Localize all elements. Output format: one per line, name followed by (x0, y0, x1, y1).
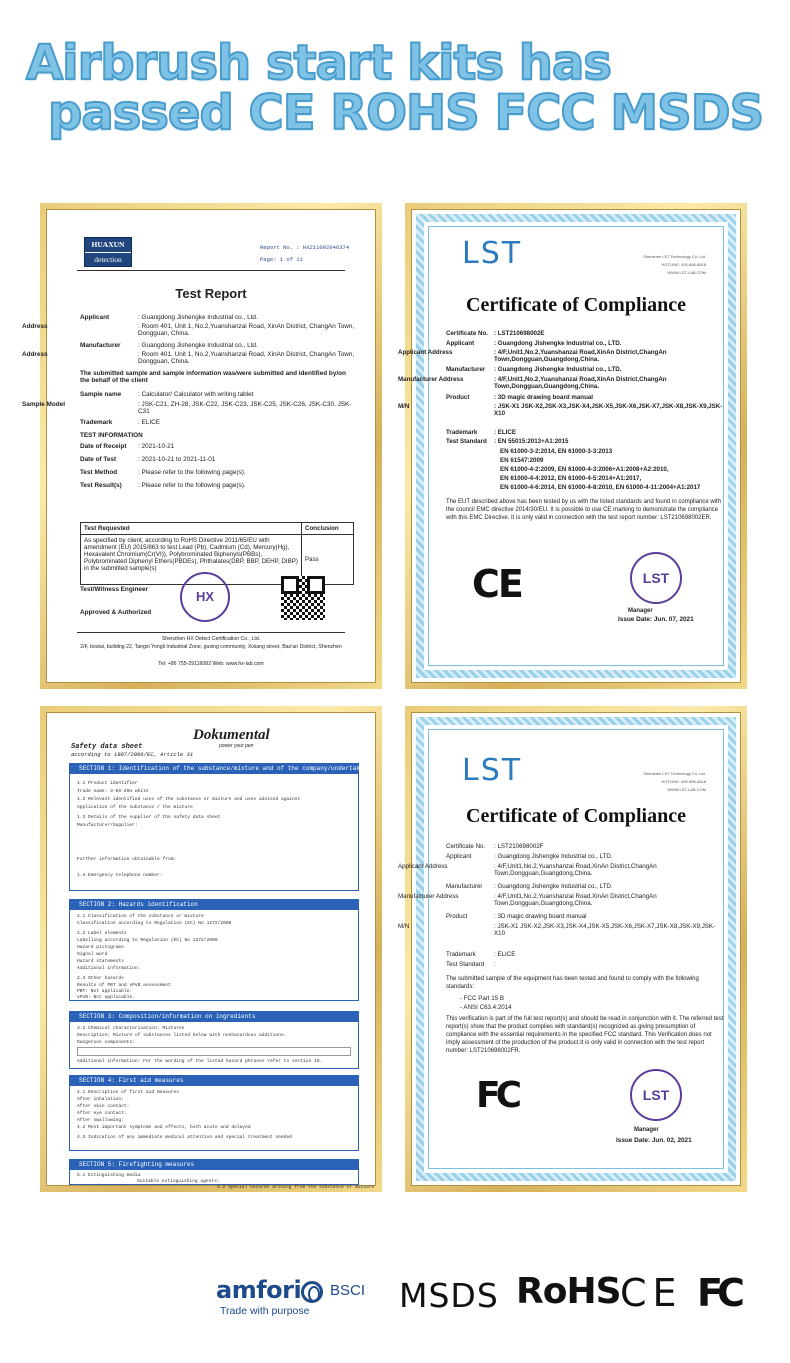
footer-divider (77, 632, 345, 633)
msds-line: Manufacturer/Supplier: (77, 823, 138, 828)
hx-seal-icon: HX (180, 572, 230, 622)
test-report-frame (22, 203, 382, 689)
issue-date: Issue Date: Jun. 02, 2021 (616, 1137, 692, 1144)
msds-logo: MSDS (399, 1276, 499, 1315)
field-date-test: Date of Test : 2021-10-21 to 2021-11-01 (80, 456, 216, 463)
report-number: Report No. : HX211002046374 (260, 244, 350, 251)
msds-line: 1.4 Emergency telephone number: (77, 873, 163, 878)
dokumental-logo: Dokumental (193, 727, 270, 743)
msds-line: Results of PBT and vPvB assessment (77, 983, 171, 988)
table-row (81, 523, 354, 535)
msds-line: Dangerous components: (77, 1040, 135, 1045)
msds-line: vPvB: Not applicable. (77, 995, 135, 1000)
logo-top-text: HUAXUN (85, 238, 131, 253)
row-model: M/N : JSK-X1 JSK-X2,JSK-X3,JSK-X4,JSK-X5,JSK-X6,JSK-X7,JSK-X8,JSK-X9,JSK-X10 (398, 403, 723, 417)
components-table (77, 1047, 351, 1056)
section-2-header: SECTION 2: Hazards identification (69, 899, 359, 910)
test-information-heading: TEST INFORMATION (80, 432, 143, 439)
fcc-mark-icon: FC (476, 1075, 518, 1116)
msds-line: Hazard statements (77, 959, 124, 964)
compliance-statement: The EUT described above has been tested by us with the listed standards and found in compliance with the council EMC directive 2014/30/EU. It is possible to use CE marking to demonstrate the compliance with this EMC Directive. It is only valid in connection with the test report number: LST210698002ER. (446, 499, 722, 521)
msds-line: Further information obtainable from: (77, 857, 177, 862)
standard-line: EN 61000-3-2:2014, EN 61000-3-3:2013 (500, 448, 613, 455)
row-trademark: Trademark : ELICE (446, 429, 517, 436)
row-test-standard: Test Standard : (446, 961, 496, 968)
msds-line: 3.2 Chemical characterisation: Mixtures (77, 1026, 185, 1031)
certificate-title: Certificate of Compliance (466, 294, 686, 316)
row-trademark: Trademark : ELICE (446, 951, 516, 958)
lst-logo: LST (462, 753, 523, 788)
field-manufacturer-address: Address : Room 401, Unit 1, No.2,Yuanshanzai Road, XinAn District, ChangAn Town, Dongguan, China. (22, 351, 355, 365)
msds-line: 2.3 Other hazards (77, 976, 124, 981)
lab-contact: Tel: +86 755-29116082 Web: www.hx-lab.com (158, 661, 264, 667)
compliance-statement-2: This verification is part of the full test report(s) and should be read in conjunction with it. The referred test report(s) show that the product complies with standard(s) recognized as giving presumption of compliance with the essential requirements in the specified FCC standard. This Verification does not imply assessment of the production of the product.It is only valid in connection with the test report number: LST210698002FR. (446, 1016, 724, 1054)
section-3-header: SECTION 3: Composition/information on ingredients (69, 1011, 359, 1022)
amfori-ring-icon (301, 1281, 323, 1303)
msds-line: 2.2 Label elements (77, 931, 127, 936)
header-divider (77, 270, 345, 271)
field-address: Address : Room 401, Unit 1, No.2,Yuanshanzai Road, XinAn District, ChangAn Town, Dongguan, China. (22, 323, 355, 337)
standard-line: EN 61547:2009 (500, 457, 544, 464)
standard-line: EN 61000-4-2:2009, EN 61000-4-3:2006+A1:2008+A2:2010, (500, 466, 669, 473)
manager-label: Manager (634, 1127, 659, 1133)
msds-line: 4.1 Description of first aid measures (77, 1090, 179, 1095)
field-test-result: Test Result(s) : Please refer to the following page(s). (80, 482, 246, 489)
row-test-standard: Test Standard : EN 55015:2013+A1:2015 (446, 438, 569, 445)
standard-line: EN 61000-4-4:2012, EN 61000-4-5:2014+A1:2017, (500, 475, 642, 482)
section-1-header: SECTION 1: Identification of the substance/mixture and of the company/undertaking (69, 763, 359, 774)
lst-seal-icon: LST (630, 1069, 682, 1121)
lab-address: 2/F, bostai, building 22, Tangxi Yongli Industrial Zone, guxing community, Xixiang street, Bao'an District, Shenzhen (80, 644, 342, 650)
msds-line: 5.1 Extinguishing media (77, 1173, 141, 1178)
ce-certificate-document (398, 209, 741, 683)
ce-certificate-frame (398, 203, 747, 689)
compliance-statement-1: The submitted sample of the equipment has been tested and found to comply with the following standards: (446, 976, 699, 990)
row-manufacturer: Manufacturer : Guangdong Jishengke Industrial co., LTD. (446, 366, 622, 373)
row-applicant: Applicant : Guangdong Jishengke Industrial co., LTD. (446, 853, 613, 860)
msds-line: Labelling according to Regulation (EC) No 1272/2008 (77, 938, 218, 943)
msds-line: Trade name: 3-KS-ZHU white (77, 789, 149, 794)
field-test-method: Test Method : Please refer to the following page(s). (80, 469, 246, 476)
row-product: Product : 3D magic drawing board manual (446, 913, 587, 920)
msds-line: 1.1 Product identifier (77, 781, 138, 786)
report-page: Page: 1 of 11 (260, 256, 303, 263)
company-name: Shenzhen LST Technology Co.,Ltd. (643, 771, 706, 776)
row-applicant: Applicant : Guangdong Jishengke Industrial co., LTD. (446, 340, 622, 347)
certification-logos (0, 1268, 790, 1328)
msds-header-regulation: according to 1907/2006/EC, Article 31 (71, 751, 194, 758)
bsci-logo: BSCI (330, 1282, 366, 1299)
fcc-logo-icon: FC (697, 1271, 739, 1315)
msds-line: 4.2 Most important symptoms and effects, both acute and delayed (77, 1125, 251, 1130)
field-date-receipt: Date of Receipt : 2021-10-21 (80, 443, 175, 450)
lst-seal-icon: LST (630, 552, 682, 604)
row-manufacturer-address: Manufacturer Address : 4/F,Unit1,No.2,Yuanshanzai Road,XinAn District,ChangAn Town,Dongguan,Guangdong,China. (398, 893, 657, 907)
row-model: M/N : JSK-X1 JSK-X2,JSK-X3,JSK-X4,JSK-X5,JSK-X6,JSK-X7,JSK-X8,JSK-X9,JSK-X10 (398, 923, 716, 937)
msds-document (46, 712, 376, 1190)
msds-line: After swallowing: (77, 1118, 124, 1123)
row-manufacturer-address: Manufacturer Address : 4/F,Unit1,No.2,Yuanshanzai Road,XinAn District,ChangAn Town,Dongguan,Guangdong,China. (398, 376, 667, 390)
ce-logo-icon: CE (620, 1271, 683, 1315)
headline-line-1: Airbrush start kits has (26, 35, 611, 91)
website: WWW.LST-LAB.COM (667, 270, 706, 275)
certificate-title: Certificate of Compliance (466, 805, 686, 827)
msds-line: Suitable extinguishing agents: (137, 1179, 220, 1184)
amfori-logo: amfori (216, 1276, 302, 1304)
standard-fcc-part-15b: - FCC Part 15 B (460, 995, 505, 1002)
fcc-certificate-frame (398, 706, 747, 1192)
logo-bottom-text: detection (94, 255, 122, 264)
section-4-header: SECTION 4: First aid measures (69, 1075, 359, 1086)
huaxun-logo (84, 237, 132, 267)
dokumental-tagline: power your pen (219, 743, 254, 749)
approved-label: Approved & Authorized (80, 609, 152, 616)
test-report-document (22, 209, 376, 683)
table-cell-requested: As specified by client, according to RoHS Directive 2011/65/EU with amendment (EU) 2015/863 to test Lead (Pb), Cadmium (Cd), Mercury(Hg), Hexavalent Chromium(Cr(VI)), Polybrominated Biphenyls(PBBs), Polybrominated Diphenyl Ethers(PBDEs), Phthalates(DBP, BBP, DEHP, DIBP) in the submitted sample(s) (81, 535, 302, 585)
msds-line: After inhalation: (77, 1097, 124, 1102)
rohs-logo: RoHS (516, 1271, 621, 1312)
field-trademark: Trademark : ELICE (80, 419, 161, 426)
msds-line: Classification according to Regulation (EC) No 1272/2008 (77, 921, 232, 926)
msds-line: Application of the substance / the mixture (77, 805, 193, 810)
field-manufacturer: Manufacturer : Guangdong Jishengke Industrial co., Ltd. (80, 342, 258, 349)
msds-header-title: Safety data sheet (71, 743, 143, 751)
section-5-header: SECTION 5: Firefighting measures (69, 1159, 359, 1170)
manager-label: Manager (628, 608, 653, 614)
msds-line: 1.2 Relevant identified uses of the substance or mixture and uses advised against (77, 797, 301, 802)
msds-line: PBT: Not applicable. (77, 989, 133, 994)
field-sample-model: Sample Model : JSK-C21, ZH-28, JSK-C22, JSK-C23, JSK-C25, JSK-C26, JSK-C30, JSK-C31 (22, 401, 352, 415)
msds-line: Signal word (77, 952, 108, 957)
msds-line: Additional information: (77, 966, 141, 971)
msds-frame (40, 706, 382, 1192)
row-certificate-no: Certificate No. : LST210698002F (446, 843, 544, 850)
standard-line: EN 61000-4-6:2014, EN 61000-4-8:2010, EN 61000-4-11:2004+A1:2017 (500, 484, 701, 491)
company-name: Shenzhen LST Technology Co.,Ltd. (643, 254, 706, 259)
issue-date: Issue Date: Jun. 07, 2021 (618, 616, 694, 623)
field-sample-name: Sample name : Calculator/ Calculator with writing tablet (80, 391, 254, 398)
ce-mark-icon: CE (472, 562, 522, 606)
field-applicant: Applicant : Guangdong Jishengke Industrial co., Ltd. (80, 314, 258, 321)
headline (26, 35, 766, 141)
fcc-certificate-document (398, 712, 741, 1186)
msds-line: 5.2 Special hazards arising from the substance or mixture (217, 1185, 375, 1190)
hotline: HOTLINE: 400-896-8618 (661, 779, 706, 784)
msds-line: After skin contact: (77, 1104, 130, 1109)
amfori-tagline: Trade with purpose (220, 1305, 310, 1317)
table-header-conclusion: Conclusion (302, 523, 354, 535)
hotline: HOTLINE: 400-896-8618 (661, 262, 706, 267)
table-header-requested: Test Requested (81, 523, 302, 535)
lst-logo: LST (462, 236, 523, 271)
row-certificate-no: Certificate No. : LST210698002E (446, 330, 545, 337)
row-applicant-address: Applicant Address : 4/F,Unit1,No.2,Yuanshanzai Road,XinAn District,ChangAn Town,Dongguan,Guangdong,China. (398, 863, 657, 877)
msds-line: After eye contact: (77, 1111, 127, 1116)
row-applicant-address: Applicant Address : 4/F,Unit1,No.2,Yuanshanzai Road,XinAn District,ChangAn Town,Dongguan,Guangdong,China. (398, 349, 667, 363)
lab-name: Shenzhen HX Detect Certification Co., Ltd. (161, 636, 261, 642)
witness-engineer-label: Test/Witness Engineer (80, 586, 149, 593)
msds-line: 2.1 Classification of the substance or mixture (77, 914, 204, 919)
report-title: Test Report (175, 286, 247, 301)
msds-line: 1.3 Details of the supplier of the safety data sheet (77, 815, 221, 820)
standard-ansi: - ANSI C63.4:2014 (460, 1004, 512, 1011)
table-cell-conclusion: Pass (302, 535, 354, 585)
submitted-note: The submitted sample and sample information was/were submitted and identified by/on the behalf of the client (80, 370, 346, 384)
headline-line-2: passed CE ROHS FCC MSDS (48, 85, 764, 141)
msds-line: Additional information: For the wording of the listed hazard phrases refer to section 16. (77, 1059, 323, 1064)
row-manufacturer: Manufacturer : Guangdong Jishengke Industrial co., LTD. (446, 883, 613, 890)
msds-line: 4.3 Indication of any immediate medical attention and special treatment needed (77, 1135, 293, 1140)
msds-line: Hazard pictograms (77, 945, 124, 950)
msds-line: Description: Mixture of substances listed below with nonhazardous additions. (77, 1033, 287, 1038)
qr-code-icon (281, 576, 325, 620)
row-product: Product : 3D magic drawing board manual (446, 394, 594, 401)
website: WWW.LST-LAB.COM (667, 787, 706, 792)
